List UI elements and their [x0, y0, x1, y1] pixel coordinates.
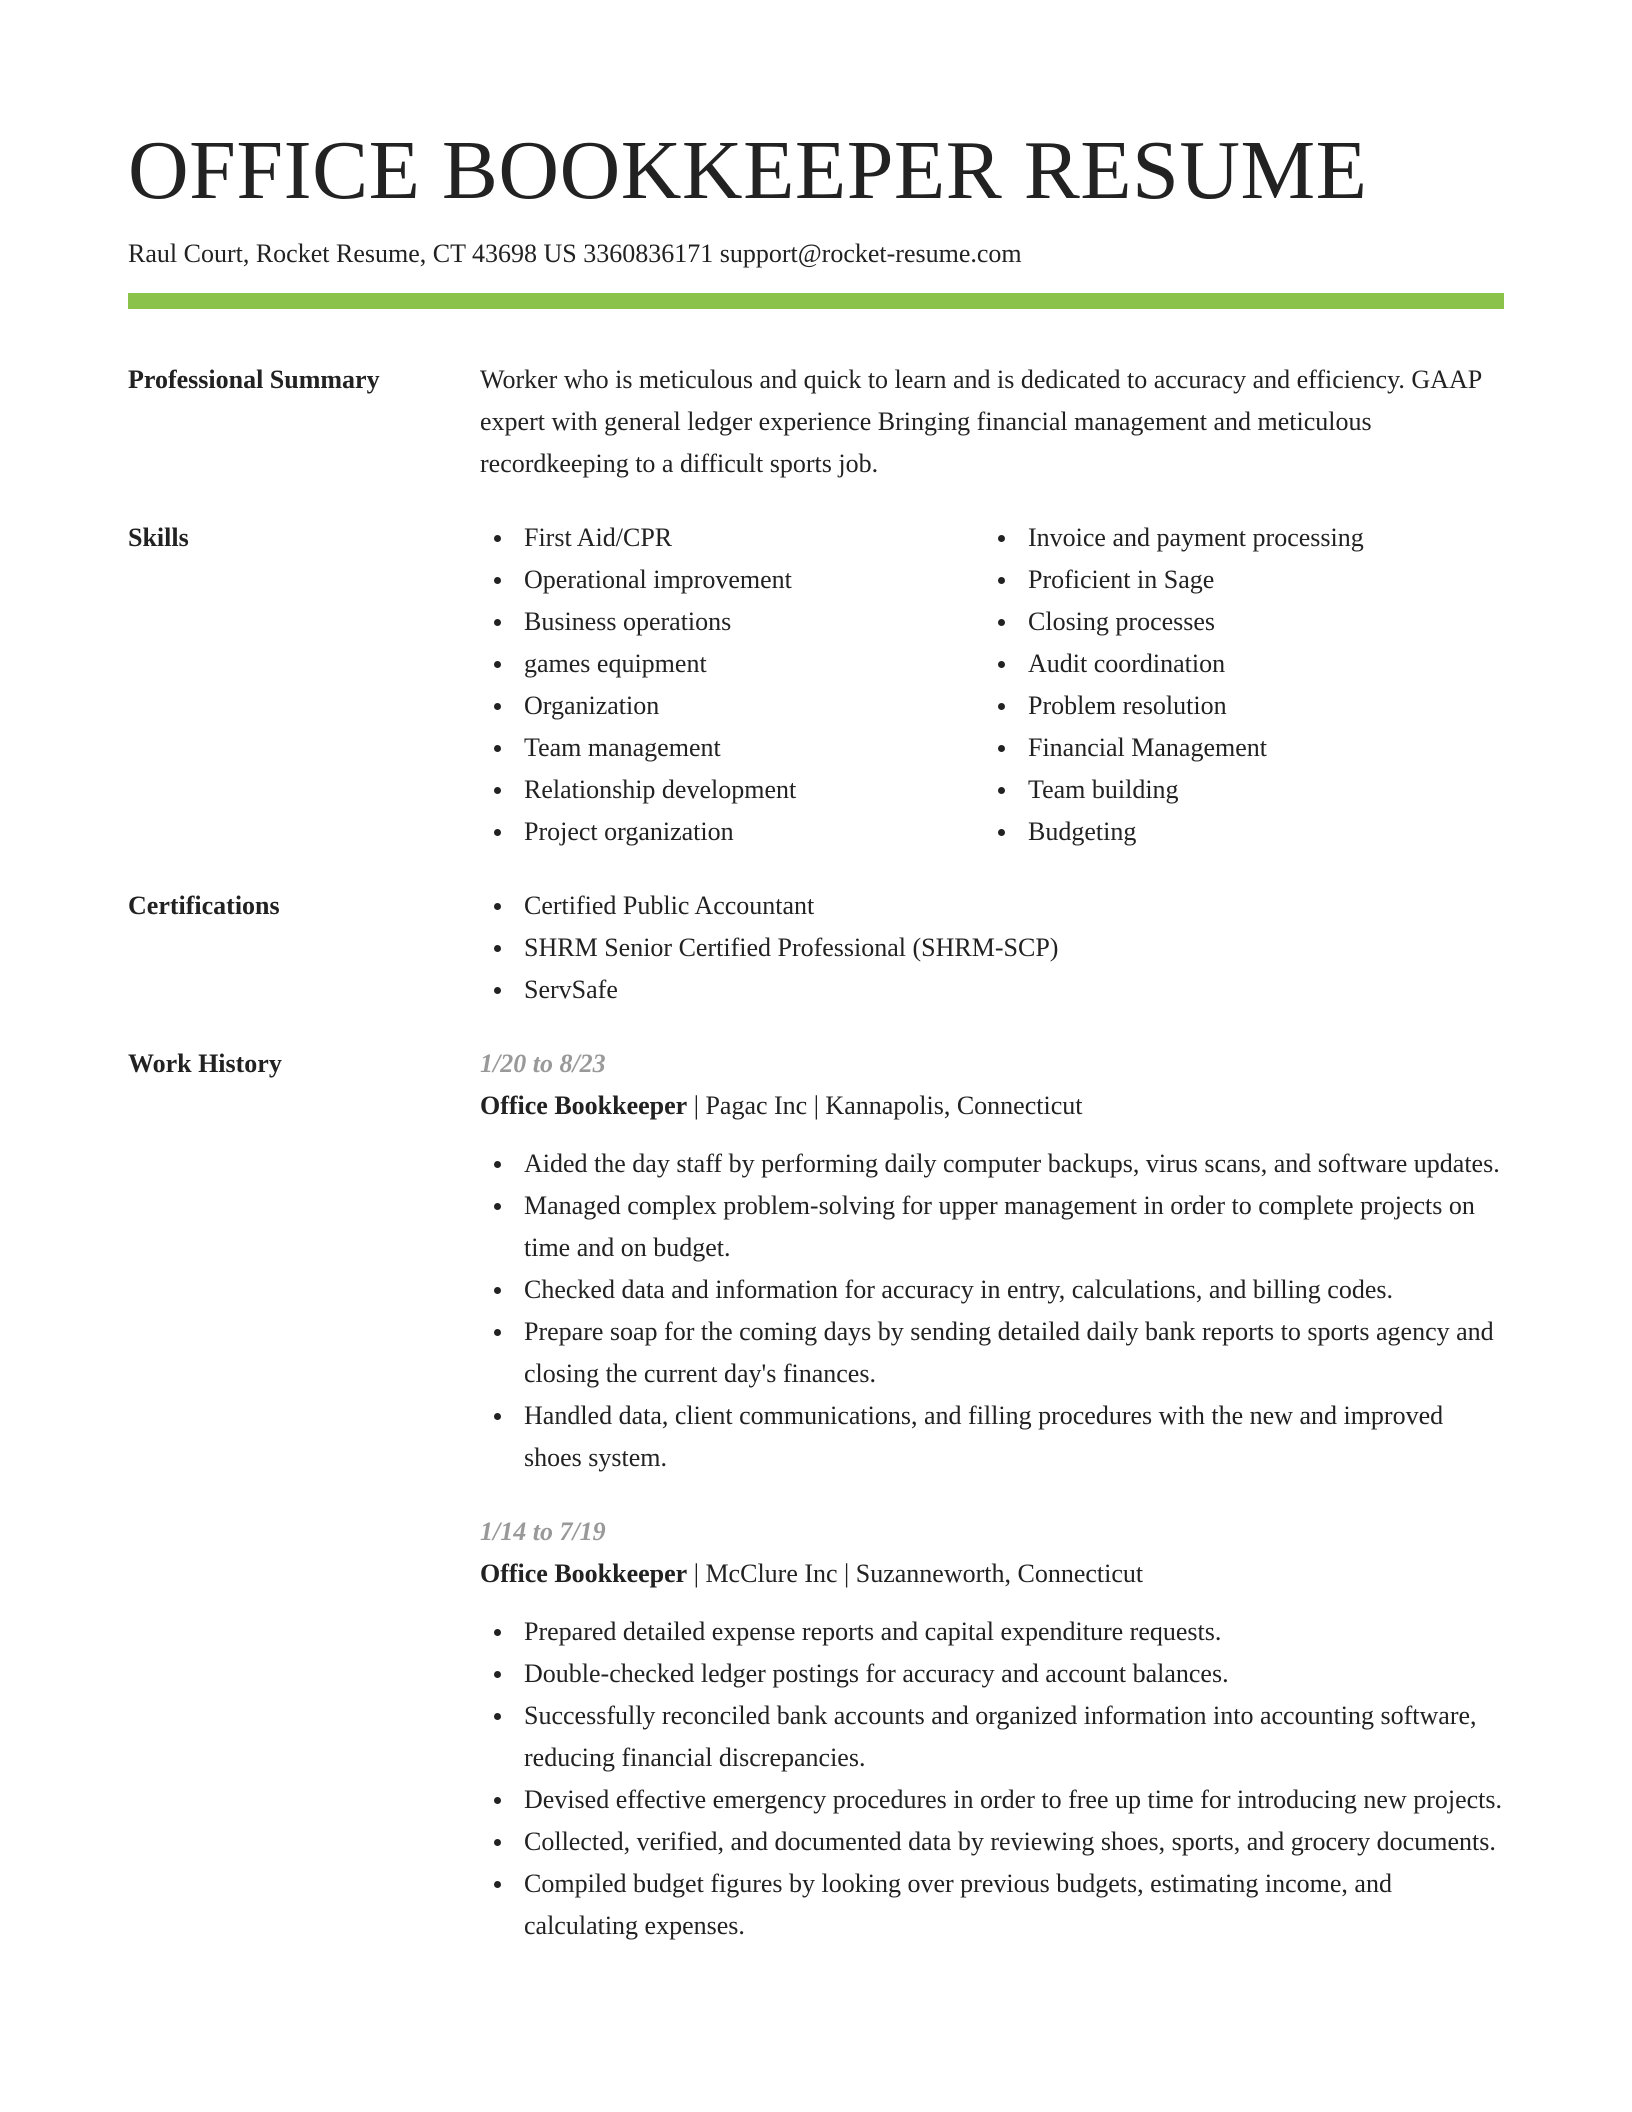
- job-duty: Double-checked ledger postings for accuracy and account balances.: [480, 1653, 1504, 1695]
- certifications-list: [480, 885, 1504, 1011]
- skill-item: games equipment: [480, 643, 984, 685]
- resume-title: OFFICE BOOKKEEPER RESUME: [128, 124, 1368, 217]
- skill-item: Budgeting: [984, 811, 1488, 853]
- summary-heading: Professional Summary: [128, 365, 380, 394]
- header-divider: [128, 293, 1504, 309]
- job-duty: Prepare soap for the coming days by sending detailed daily bank reports to sports agency and closing the current day's finances.: [480, 1311, 1504, 1395]
- skill-item: Closing processes: [984, 601, 1488, 643]
- certifications-heading: Certifications: [128, 891, 280, 920]
- certifications-section: [128, 885, 1504, 1011]
- job-duty: Prepared detailed expense reports and capital expenditure requests.: [480, 1611, 1504, 1653]
- job-duties-list: [480, 1611, 1504, 1947]
- job-title: Office Bookkeeper: [480, 1559, 688, 1588]
- skill-item: Invoice and payment processing: [984, 517, 1488, 559]
- certification-item: SHRM Senior Certified Professional (SHRM-SCP): [480, 927, 1504, 969]
- skill-item: Project organization: [480, 811, 984, 853]
- job-dates: 1/20 to 8/23: [480, 1049, 606, 1078]
- skill-item: Operational improvement: [480, 559, 984, 601]
- job-duty: Compiled budget figures by looking over previous budgets, estimating income, and calculating expenses.: [480, 1863, 1504, 1947]
- skill-item: Business operations: [480, 601, 984, 643]
- skills-heading: Skills: [128, 523, 189, 552]
- skill-item: Relationship development: [480, 769, 984, 811]
- work-history-heading: Work History: [128, 1049, 282, 1078]
- skill-item: Organization: [480, 685, 984, 727]
- skills-section: [128, 517, 1504, 853]
- job-details: | Pagac Inc | Kannapolis, Connecticut: [687, 1091, 1083, 1120]
- job-duty: Devised effective emergency procedures in order to free up time for introducing new projects.: [480, 1779, 1504, 1821]
- contact-info: Raul Court, Rocket Resume, CT 43698 US 3360836171 support@rocket-resume.com: [128, 239, 1022, 268]
- job-duty: Collected, verified, and documented data by reviewing shoes, sports, and grocery documents.: [480, 1821, 1504, 1863]
- job-header: [480, 1085, 1504, 1127]
- certification-item: ServSafe: [480, 969, 1504, 1011]
- resume-page: [128, 0, 1504, 1947]
- skill-item: Proficient in Sage: [984, 559, 1488, 601]
- skill-item: Problem resolution: [984, 685, 1488, 727]
- skill-item: Audit coordination: [984, 643, 1488, 685]
- job-duty: Managed complex problem-solving for upper management in order to complete projects on time and on budget.: [480, 1185, 1504, 1269]
- job-duties-list: [480, 1143, 1504, 1479]
- job-dates: 1/14 to 7/19: [480, 1517, 606, 1546]
- job-header: [480, 1553, 1504, 1595]
- job-entry: [480, 1511, 1504, 1947]
- job-duty: Successfully reconciled bank accounts and organized information into accounting software, reducing financial discrepancies.: [480, 1695, 1504, 1779]
- work-history-section: [128, 1043, 1504, 1947]
- job-details: | McClure Inc | Suzanneworth, Connecticut: [687, 1559, 1144, 1588]
- summary-text: Worker who is meticulous and quick to learn and is dedicated to accuracy and efficiency. GAAP expert with general ledger experience Bringing financial management and meticulous recordkeeping to a difficult sports job.: [480, 365, 1482, 478]
- job-entry: [480, 1043, 1504, 1479]
- skills-column-1: [480, 517, 984, 853]
- certification-item: Certified Public Accountant: [480, 885, 1504, 927]
- skill-item: Team management: [480, 727, 984, 769]
- job-duty: Checked data and information for accuracy in entry, calculations, and billing codes.: [480, 1269, 1504, 1311]
- job-title: Office Bookkeeper: [480, 1091, 688, 1120]
- job-duty: Aided the day staff by performing daily computer backups, virus scans, and software updates.: [480, 1143, 1504, 1185]
- skills-column-2: [984, 517, 1488, 853]
- job-duty: Handled data, client communications, and filling procedures with the new and improved shoes system.: [480, 1395, 1504, 1479]
- summary-section: [128, 359, 1504, 485]
- skill-item: First Aid/CPR: [480, 517, 984, 559]
- skills-grid: [480, 517, 1504, 853]
- skill-item: Team building: [984, 769, 1488, 811]
- skill-item: Financial Management: [984, 727, 1488, 769]
